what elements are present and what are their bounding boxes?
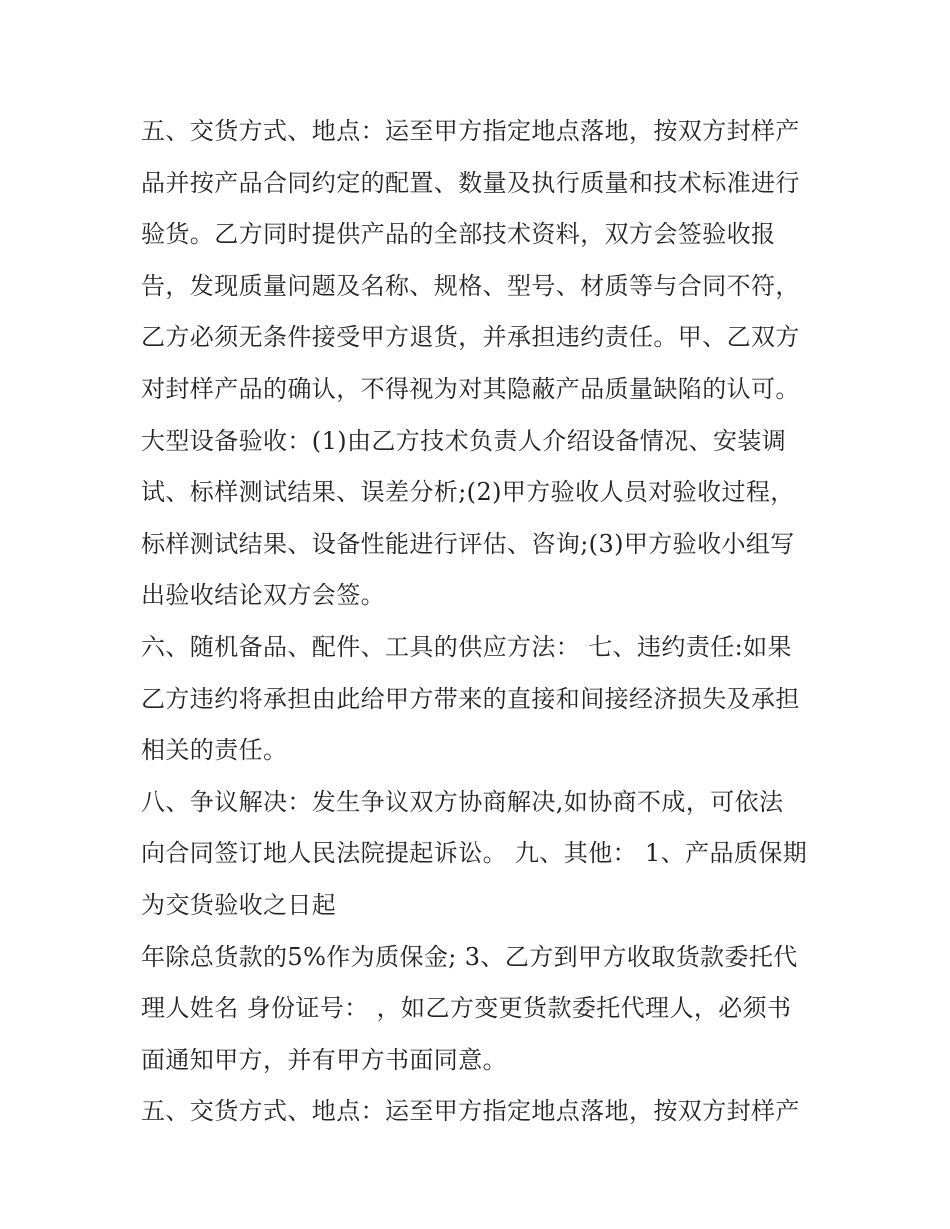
- contract-text-block: [141, 106, 821, 1138]
- text-line: 验货。乙方同时提供产品的全部技术资料，双方会签验收报: [141, 220, 776, 249]
- text-line: 品并按产品合同约定的配置、数量及执行质量和技术标准进行: [141, 168, 800, 197]
- text-line: 五、交货方式、地点：运至甲方指定地点落地，按双方封样产: [141, 117, 800, 145]
- text-line: 相关的责任。: [141, 736, 288, 765]
- text-line: 年除总货款的5%作为质保金; 3、乙方到甲方收取货款委托代: [141, 942, 798, 971]
- text-line: 五、交货方式、地点：运至甲方指定地点落地，按双方封样产: [141, 1097, 800, 1126]
- text-line: 大型设备验收：(1)由乙方技术负责人介绍设备情况、安装调: [141, 426, 787, 455]
- text-line: 乙方必须无条件接受甲方退货，并承担违约责任。甲、乙双方: [141, 323, 800, 352]
- text-line: 八、争议解决：发生争议双方协商解决,如协商不成，可依法: [141, 787, 784, 816]
- text-line: 为交货验收之日起: [141, 890, 337, 919]
- text-line: 对封样产品的确认，不得视为对其隐蔽产品质量缺陷的认可。: [141, 374, 800, 403]
- text-line: 面通知甲方，并有甲方书面同意。: [141, 1045, 507, 1074]
- text-line: 试、标样测试结果、误差分析;(2)甲方验收人员对验收过程，: [141, 478, 795, 507]
- text-line: 乙方违约将承担由此给甲方带来的直接和间接经济损失及承担: [141, 684, 800, 713]
- text-line: 出验收结论双方会签。: [141, 581, 385, 610]
- text-line: 六、随机备品、配件、工具的供应方法： 七、违约责任:如果: [141, 632, 792, 661]
- text-line: 向合同签订地人民法院提起诉讼。 九、其他： 1、产品质保期: [141, 839, 808, 868]
- text-line: 理人姓名 身份证号： ，如乙方变更货款委托代理人，必须书: [141, 994, 792, 1023]
- text-line: 告，发现质量问题及名称、规格、型号、材质等与合同不符，: [141, 271, 800, 300]
- text-line: 标样测试结果、设备性能进行评估、咨询;(3)甲方验收小组写: [141, 529, 795, 558]
